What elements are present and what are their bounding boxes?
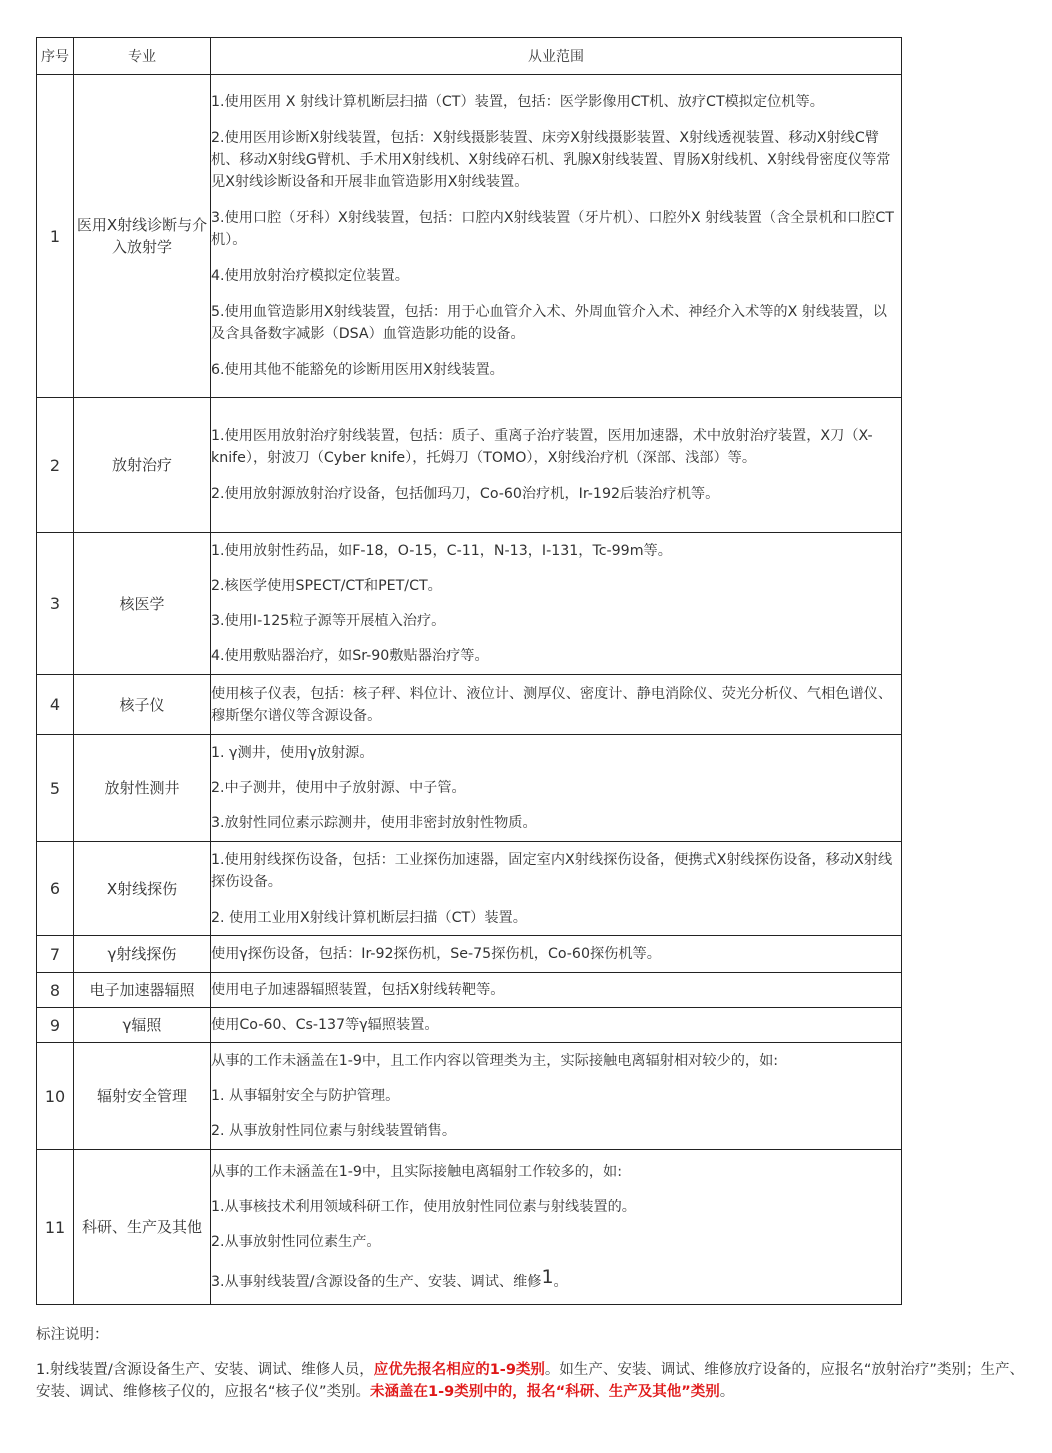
scope-item: 2.使用放射源放射治疗设备，包括伽玛刀，Co-60治疗机，Ir-192后装治疗机等。 <box>211 486 720 502</box>
row-scope <box>211 1043 902 1150</box>
row-seq: 8 <box>37 973 74 1008</box>
row-major: 电子加速器辐照 <box>74 973 211 1008</box>
row-seq: 2 <box>37 398 74 533</box>
table-row <box>37 842 902 936</box>
row-seq: 1 <box>37 75 74 398</box>
header-scope: 从业范围 <box>211 38 902 75</box>
scope-item: 1.使用医用放射治疗射线装置，包括：质子、重离子治疗装置，医用加速器，术中放射治疗装置，X刀（X-knife），射波刀（Cyber knife），托姆刀（TOMO），X射线治疗机（深部、浅部）等。 <box>211 428 873 466</box>
row-seq: 9 <box>37 1008 74 1043</box>
notes-title: 标注说明： <box>36 1327 109 1343</box>
row-scope <box>211 533 902 675</box>
scope-item: 1.从事核技术利用领域科研工作，使用放射性同位素与射线装置的。 <box>211 1199 636 1215</box>
notes-highlight: 应优先报名相应的1-9类别 <box>373 1362 545 1378</box>
row-scope <box>211 973 902 1008</box>
row-major: 核子仪 <box>74 675 211 735</box>
notes-text: 。 <box>719 1384 735 1400</box>
row-major: 核医学 <box>74 533 211 675</box>
table-row <box>37 1043 902 1150</box>
scope-item: 2. 使用工业用X射线计算机断层扫描（CT）装置。 <box>211 909 527 926</box>
row-major: 辐射安全管理 <box>74 1043 211 1150</box>
scope-item: 2.从事放射性同位素生产。 <box>211 1234 381 1250</box>
table-row <box>37 1008 902 1043</box>
annotation-notes <box>36 1324 1026 1403</box>
row-seq: 7 <box>37 936 74 973</box>
row-scope <box>211 675 902 735</box>
scope-item: 1.使用医用 X 射线计算机断层扫描（CT）装置，包括：医学影像用CT机、放疗CT模拟定位机等。 <box>211 94 824 110</box>
scope-item-text: 3.从事射线装置/含源设备的生产、安装、调试、维修 <box>211 1274 542 1290</box>
scope-item: 从事的工作未涵盖在1-9中，且工作内容以管理类为主，实际接触电离辐射相对较少的，如: <box>211 1053 779 1069</box>
notes-highlight: 未涵盖在1-9类别中的，报名“科研、生产及其他”类别 <box>370 1384 720 1400</box>
table-row <box>37 398 902 533</box>
table-row <box>37 936 902 973</box>
header-major: 专业 <box>74 38 211 75</box>
scope-item: 使用核子仪表，包括：核子秤、料位计、液位计、测厚仪、密度计、静电消除仪、荧光分析仪、气相色谱仪、穆斯堡尔谱仪等含源设备。 <box>211 685 893 724</box>
scope-item: 6.使用其他不能豁免的诊断用医用X射线装置。 <box>211 362 504 378</box>
row-scope <box>211 936 902 973</box>
table-row <box>37 735 902 842</box>
row-scope <box>211 75 902 398</box>
table-row <box>37 675 902 735</box>
table-row <box>37 533 902 675</box>
scope-item: 4.使用敷贴器治疗，如Sr-90敷贴器治疗等。 <box>211 648 489 664</box>
row-seq: 11 <box>37 1150 74 1305</box>
notes-text: 。如生产、安装、调试、维修放疗设备的，应报名“放射治疗”类别；生产、安装、调试、维修核子仪的，应报名“核子仪”类别。 <box>36 1362 1024 1400</box>
row-seq: 4 <box>37 675 74 735</box>
scope-item: 5.使用血管造影用X射线装置，包括：用于心血管介入术、外周血管介入术、神经介入术等的X 射线装置，以及含具备数字减影（DSA）血管造影功能的设备。 <box>211 304 887 342</box>
header-seq: 序号 <box>37 38 74 75</box>
scope-item: 1. 从事辐射安全与防护管理。 <box>211 1088 400 1104</box>
scope-item: 使用Co-60、Cs-137等γ辐照装置。 <box>211 1017 439 1033</box>
scope-item-end: 。 <box>553 1274 568 1290</box>
row-seq: 3 <box>37 533 74 675</box>
scope-item: 2.核医学使用SPECT/CT和PET/CT。 <box>211 578 442 594</box>
footnote-mark: 1 <box>541 1266 554 1288</box>
row-seq: 5 <box>37 735 74 842</box>
row-major: 医用X射线诊断与介入放射学 <box>74 75 211 398</box>
scope-item: 4.使用放射治疗模拟定位装置。 <box>211 268 409 284</box>
row-scope <box>211 1150 902 1305</box>
row-scope <box>211 735 902 842</box>
row-scope <box>211 398 902 533</box>
scope-item: 1. γ测井，使用γ放射源。 <box>211 745 374 761</box>
scope-item: 2.中子测井，使用中子放射源、中子管。 <box>211 780 466 796</box>
scope-item: 3.放射性同位素示踪测井，使用非密封放射性物质。 <box>211 815 537 831</box>
row-major: 放射治疗 <box>74 398 211 533</box>
scope-table <box>36 37 902 1305</box>
scope-item: 从事的工作未涵盖在1-9中，且实际接触电离辐射工作较多的，如: <box>211 1164 623 1180</box>
notes-paragraph <box>36 1359 1026 1403</box>
table-row <box>37 75 902 398</box>
scope-item: 3.使用口腔（牙科）X射线装置，包括：口腔内X射线装置（牙片机）、口腔外X 射线装置（含全景机和口腔CT机）。 <box>211 210 894 248</box>
row-major: 放射性测井 <box>74 735 211 842</box>
table-row <box>37 973 902 1008</box>
row-major: X射线探伤 <box>74 842 211 936</box>
scope-item <box>211 1266 901 1293</box>
scope-item: 使用γ探伤设备，包括：Ir-92探伤机，Se-75探伤机，Co-60探伤机等。 <box>211 946 661 962</box>
notes-text: 1.射线装置/含源设备生产、安装、调试、维修人员， <box>36 1362 374 1378</box>
scope-item: 使用电子加速器辐照装置，包括X射线转靶等。 <box>211 982 505 998</box>
scope-item: 3.使用I-125粒子源等开展植入治疗。 <box>211 613 446 629</box>
row-major: γ辐照 <box>74 1008 211 1043</box>
scope-item: 1.使用放射性药品，如F-18，O-15，C-11，N-13，I-131，Tc-99m等。 <box>211 543 672 559</box>
row-seq: 10 <box>37 1043 74 1150</box>
scope-item: 2. 从事放射性同位素与射线装置销售。 <box>211 1123 457 1139</box>
row-seq: 6 <box>37 842 74 936</box>
table-row <box>37 1150 902 1305</box>
row-major: γ射线探伤 <box>74 936 211 973</box>
row-scope <box>211 842 902 936</box>
table-header-row <box>37 38 902 75</box>
row-major: 科研、生产及其他 <box>74 1150 211 1305</box>
row-scope <box>211 1008 902 1043</box>
scope-item: 1.使用射线探伤设备，包括：工业探伤加速器，固定室内X射线探伤设备，便携式X射线探伤设备，移动X射线探伤设备。 <box>211 851 893 890</box>
scope-item: 2.使用医用诊断X射线装置，包括：X射线摄影装置、床旁X射线摄影装置、X射线透视装置、移动X射线C臂机、移动X射线G臂机、手术用X射线机、X射线碎石机、乳腺X射线装置、胃肠X射线机、X射线骨密度仪等常见X射线诊断设备和开展非血管造影用X射线装置。 <box>211 130 891 190</box>
